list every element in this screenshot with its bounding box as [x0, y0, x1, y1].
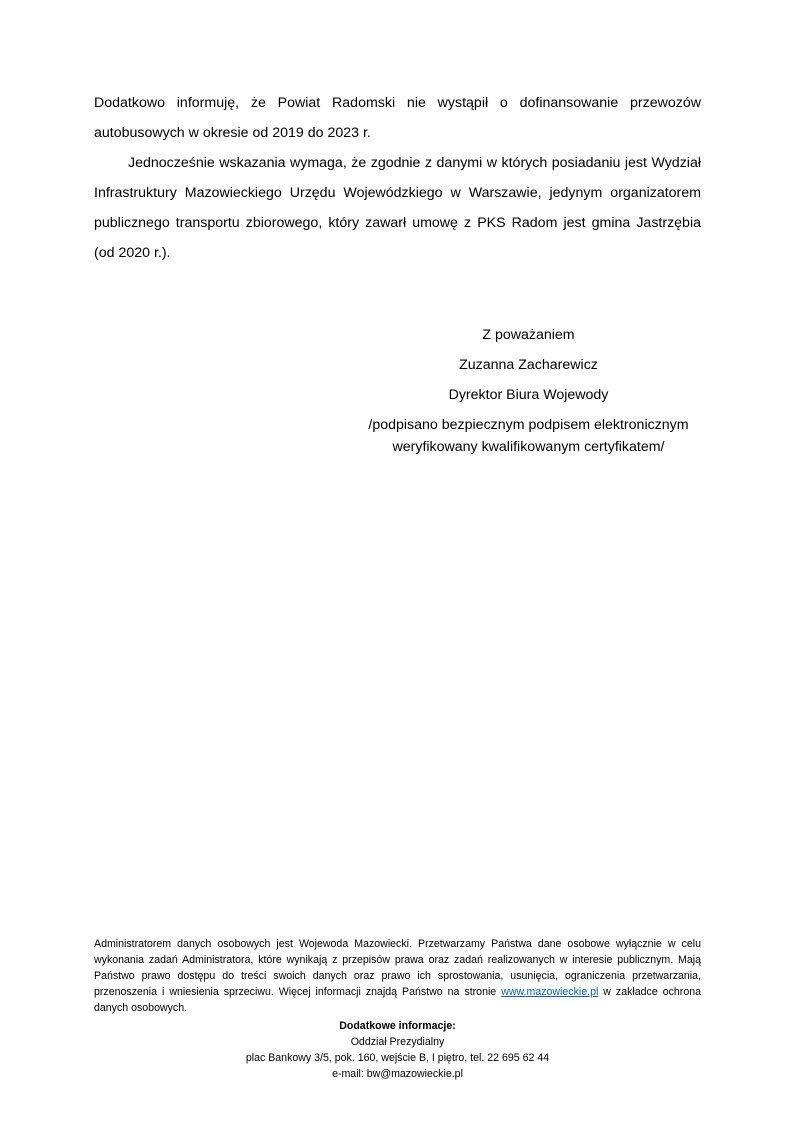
contact-block [94, 1018, 701, 1082]
office-address: plac Bankowy 3/5, pok. 160, wejście B, I piętro, tel. 22 695 62 44 [245, 1052, 550, 1064]
paragraph-organizer-info: Jednocześnie wskazania wymaga, że zgodnie z danymi w których posiadaniu jest Wydział Infrastruktury Mazowieckiego Urzędu Wojewódzkiego w Warszawie, jedynym organizatorem publicznego transportu zbiorowego, który zawarł umowę z PKS Radom jest gmina Jastrzębia (od 2020 r.). [94, 155, 701, 261]
department-name: Oddział Prezydialny [350, 1036, 445, 1048]
additional-info-heading: Dodatkowe informacje: [339, 1020, 456, 1032]
page-footer [94, 936, 701, 1082]
paragraph-funding-info: Dodatkowo informuję, że Powiat Radomski nie wystąpił o dofinansowanie przewozów autobusowych w okresie od 2019 do 2023 r. [94, 95, 701, 141]
privacy-notice [94, 936, 701, 1016]
signature-closing: Z poważaniem [482, 327, 575, 343]
electronic-signature-note [356, 414, 701, 458]
electronic-signature-note-line1: /podpisano bezpiecznym podpisem elektronicznym [368, 417, 689, 433]
mazowieckie-website-link[interactable]: www.mazowieckie.pl [501, 986, 599, 998]
office-email: e-mail: bw@mazowieckie.pl [332, 1068, 463, 1080]
electronic-signature-note-line2: weryfikowany kwalifikowanym certyfikatem/ [392, 439, 665, 455]
letter-body [94, 88, 701, 268]
signatory-title: Dyrektor Biura Wojewody [448, 387, 609, 403]
signature-block [356, 320, 701, 458]
privacy-notice-text-before-link: Administratorem danych osobowych jest Wojewoda Mazowiecki. Przetwarzamy Państwa dane osobowe wyłącznie w celu wykonania zadań Administratora, które wynikają z przepisów prawa oraz zadań realizowanych w interesie publicznym. Mają Państwo prawo dostępu do treści swoich danych oraz prawo ich sprostowania, usunięcia, ograniczenia przetwarzania, przenoszenia i wniesienia sprzeciwu. Więcej informacji znajdą Państwo na stronie [94, 938, 701, 998]
signatory-name: Zuzanna Zacharewicz [459, 357, 598, 373]
privacy-notice-text-after-link: w zakładce ochrona danych osobowych. [94, 986, 702, 1014]
